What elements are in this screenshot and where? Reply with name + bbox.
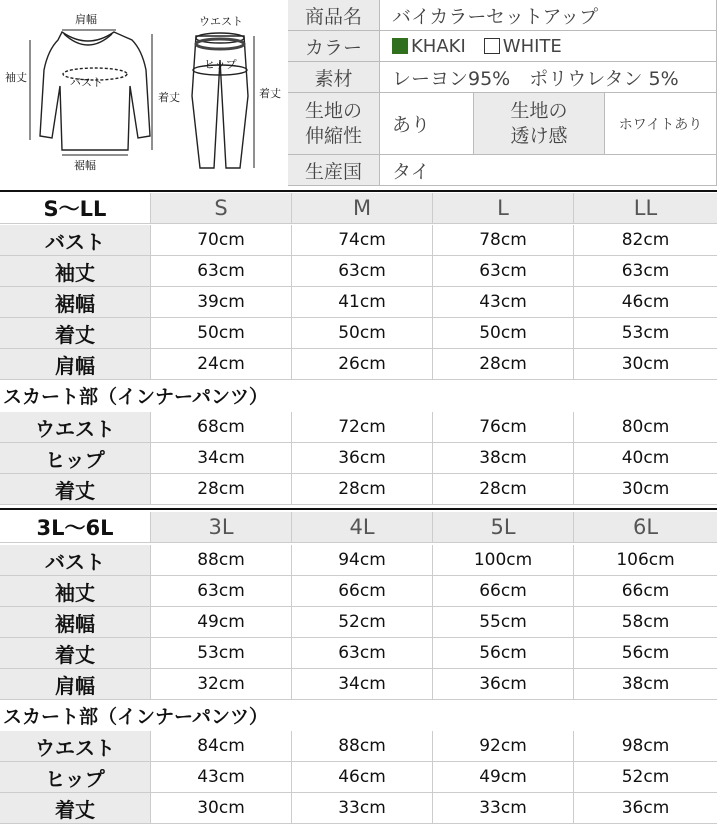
row-label: 肩幅 xyxy=(0,669,151,700)
table-row xyxy=(0,731,717,762)
pants-length-label: 着丈 xyxy=(259,87,281,100)
cell: 43cm xyxy=(433,287,574,318)
cell: 94cm xyxy=(292,545,433,576)
table-row xyxy=(0,225,717,256)
sleeve-label: 袖丈 xyxy=(5,71,27,84)
cell: 53cm xyxy=(574,318,717,349)
cell: 43cm xyxy=(151,762,292,793)
cell: 33cm xyxy=(292,793,433,824)
cell: 63cm xyxy=(433,256,574,287)
skirt-section-title: スカート部（インナーパンツ） xyxy=(3,386,269,408)
row-label: 着丈 xyxy=(0,793,151,824)
cell: 49cm xyxy=(433,762,574,793)
cell: 68cm xyxy=(151,412,292,443)
size-range-label: 3L〜6L xyxy=(0,512,151,543)
shoulder-label: 肩幅 xyxy=(75,13,97,26)
table-row xyxy=(0,287,717,318)
info-row-color xyxy=(288,31,717,62)
color-options xyxy=(380,31,717,62)
cell: 74cm xyxy=(292,225,433,256)
size-col: S xyxy=(151,193,292,224)
cell: 33cm xyxy=(433,793,574,824)
row-label: 袖丈 xyxy=(0,576,151,607)
table-row xyxy=(0,474,717,505)
table-row xyxy=(0,443,717,474)
stretch-label-line1: 生地の xyxy=(304,99,362,122)
cell: 30cm xyxy=(574,474,717,505)
cell: 30cm xyxy=(151,793,292,824)
size-range-label: S〜LL xyxy=(0,193,151,224)
cell: 28cm xyxy=(292,474,433,505)
cell: 28cm xyxy=(151,474,292,505)
cell: 106cm xyxy=(574,545,717,576)
cell: 50cm xyxy=(433,318,574,349)
size-col: M xyxy=(292,193,433,224)
row-label: 裾幅 xyxy=(0,287,151,318)
size-col: 3L xyxy=(151,512,292,543)
table-row xyxy=(0,638,717,669)
size-header-row xyxy=(0,512,717,543)
cell: 49cm xyxy=(151,607,292,638)
cell: 58cm xyxy=(574,607,717,638)
cell: 50cm xyxy=(292,318,433,349)
cell: 78cm xyxy=(433,225,574,256)
cell: 56cm xyxy=(574,638,717,669)
white-swatch xyxy=(484,38,500,54)
product-header xyxy=(0,0,717,188)
info-value: タイ xyxy=(380,155,717,186)
cell: 30cm xyxy=(574,349,717,380)
row-label: 裾幅 xyxy=(0,607,151,638)
divider xyxy=(0,508,717,510)
khaki-swatch xyxy=(392,38,408,54)
table-row xyxy=(0,607,717,638)
bust-label: バスト xyxy=(70,76,103,89)
cell: 24cm xyxy=(151,349,292,380)
cell: 39cm xyxy=(151,287,292,318)
cell: 46cm xyxy=(574,287,717,318)
cell: 82cm xyxy=(574,225,717,256)
info-row-name xyxy=(288,0,717,31)
cell: 72cm xyxy=(292,412,433,443)
cell: 52cm xyxy=(292,607,433,638)
waist-label: ウエスト xyxy=(199,15,243,28)
cell: 36cm xyxy=(292,443,433,474)
cell: 36cm xyxy=(574,793,717,824)
row-label: 着丈 xyxy=(0,474,151,505)
length-label: 着丈 xyxy=(158,91,180,104)
info-label: カラー xyxy=(288,31,380,62)
table-row xyxy=(0,762,717,793)
cell: 28cm xyxy=(433,474,574,505)
info-value: レーヨン95% ポリウレタン 5% xyxy=(380,62,717,93)
size-col: L xyxy=(433,193,574,224)
measurement-diagram xyxy=(0,0,288,188)
table-row xyxy=(0,256,717,287)
table-row xyxy=(0,349,717,380)
table-row xyxy=(0,412,717,443)
table-row xyxy=(0,576,717,607)
cell: 84cm xyxy=(151,731,292,762)
product-info-table xyxy=(288,0,717,188)
info-value: バイカラーセットアップ xyxy=(380,0,717,31)
table-row xyxy=(0,545,717,576)
row-label: 袖丈 xyxy=(0,256,151,287)
cell: 50cm xyxy=(151,318,292,349)
cell: 70cm xyxy=(151,225,292,256)
table-row xyxy=(0,318,717,349)
cell: 40cm xyxy=(574,443,717,474)
cell: 88cm xyxy=(151,545,292,576)
size-col: 5L xyxy=(433,512,574,543)
size-col: 6L xyxy=(574,512,717,543)
cell: 66cm xyxy=(292,576,433,607)
cell: 63cm xyxy=(292,256,433,287)
cell: 63cm xyxy=(151,256,292,287)
cell: 38cm xyxy=(433,443,574,474)
cell: 38cm xyxy=(574,669,717,700)
skirt-section-title: スカート部（インナーパンツ） xyxy=(3,706,269,728)
cell: 66cm xyxy=(433,576,574,607)
cell: 63cm xyxy=(574,256,717,287)
hip-label: ヒップ xyxy=(204,58,237,71)
size-header-row xyxy=(0,193,717,224)
row-label: 肩幅 xyxy=(0,349,151,380)
info-label: 商品名 xyxy=(288,0,380,31)
row-label: 着丈 xyxy=(0,638,151,669)
info-label: 素材 xyxy=(288,62,380,93)
cell: 28cm xyxy=(433,349,574,380)
table-row xyxy=(0,669,717,700)
cell: 63cm xyxy=(151,576,292,607)
cell: 66cm xyxy=(574,576,717,607)
cell: 55cm xyxy=(433,607,574,638)
cell: 53cm xyxy=(151,638,292,669)
info-row-material xyxy=(288,62,717,93)
size-col: LL xyxy=(574,193,717,224)
table-row xyxy=(0,793,717,824)
row-label: ウエスト xyxy=(0,412,151,443)
stretch-label-line2: 伸縮性 xyxy=(304,124,362,147)
color-white: WHITE xyxy=(502,35,562,57)
cell: 34cm xyxy=(292,669,433,700)
sheer-value: ホワイトあり xyxy=(605,93,717,155)
row-label: バスト xyxy=(0,545,151,576)
cell: 92cm xyxy=(433,731,574,762)
size-col: 4L xyxy=(292,512,433,543)
cell: 34cm xyxy=(151,443,292,474)
cell: 80cm xyxy=(574,412,717,443)
info-row-origin xyxy=(288,155,717,186)
cell: 56cm xyxy=(433,638,574,669)
sheer-label-line2: 透け感 xyxy=(510,124,568,147)
stretch-label xyxy=(288,93,380,155)
row-label: ウエスト xyxy=(0,731,151,762)
cell: 36cm xyxy=(433,669,574,700)
cell: 98cm xyxy=(574,731,717,762)
row-label: 着丈 xyxy=(0,318,151,349)
info-label: 生産国 xyxy=(288,155,380,186)
hem-label: 裾幅 xyxy=(74,159,96,172)
cell: 63cm xyxy=(292,638,433,669)
info-row-fabric xyxy=(288,93,717,155)
color-khaki: KHAKI xyxy=(411,35,466,57)
cell: 41cm xyxy=(292,287,433,318)
row-label: ヒップ xyxy=(0,443,151,474)
cell: 52cm xyxy=(574,762,717,793)
row-label: バスト xyxy=(0,225,151,256)
row-label: ヒップ xyxy=(0,762,151,793)
cell: 76cm xyxy=(433,412,574,443)
sheer-label-line1: 生地の xyxy=(510,99,568,122)
cell: 26cm xyxy=(292,349,433,380)
cell: 32cm xyxy=(151,669,292,700)
divider xyxy=(0,190,717,192)
cell: 100cm xyxy=(433,545,574,576)
garment-sketch xyxy=(0,0,288,188)
sheer-label xyxy=(474,93,605,155)
cell: 88cm xyxy=(292,731,433,762)
stretch-value: あり xyxy=(380,93,474,155)
cell: 46cm xyxy=(292,762,433,793)
